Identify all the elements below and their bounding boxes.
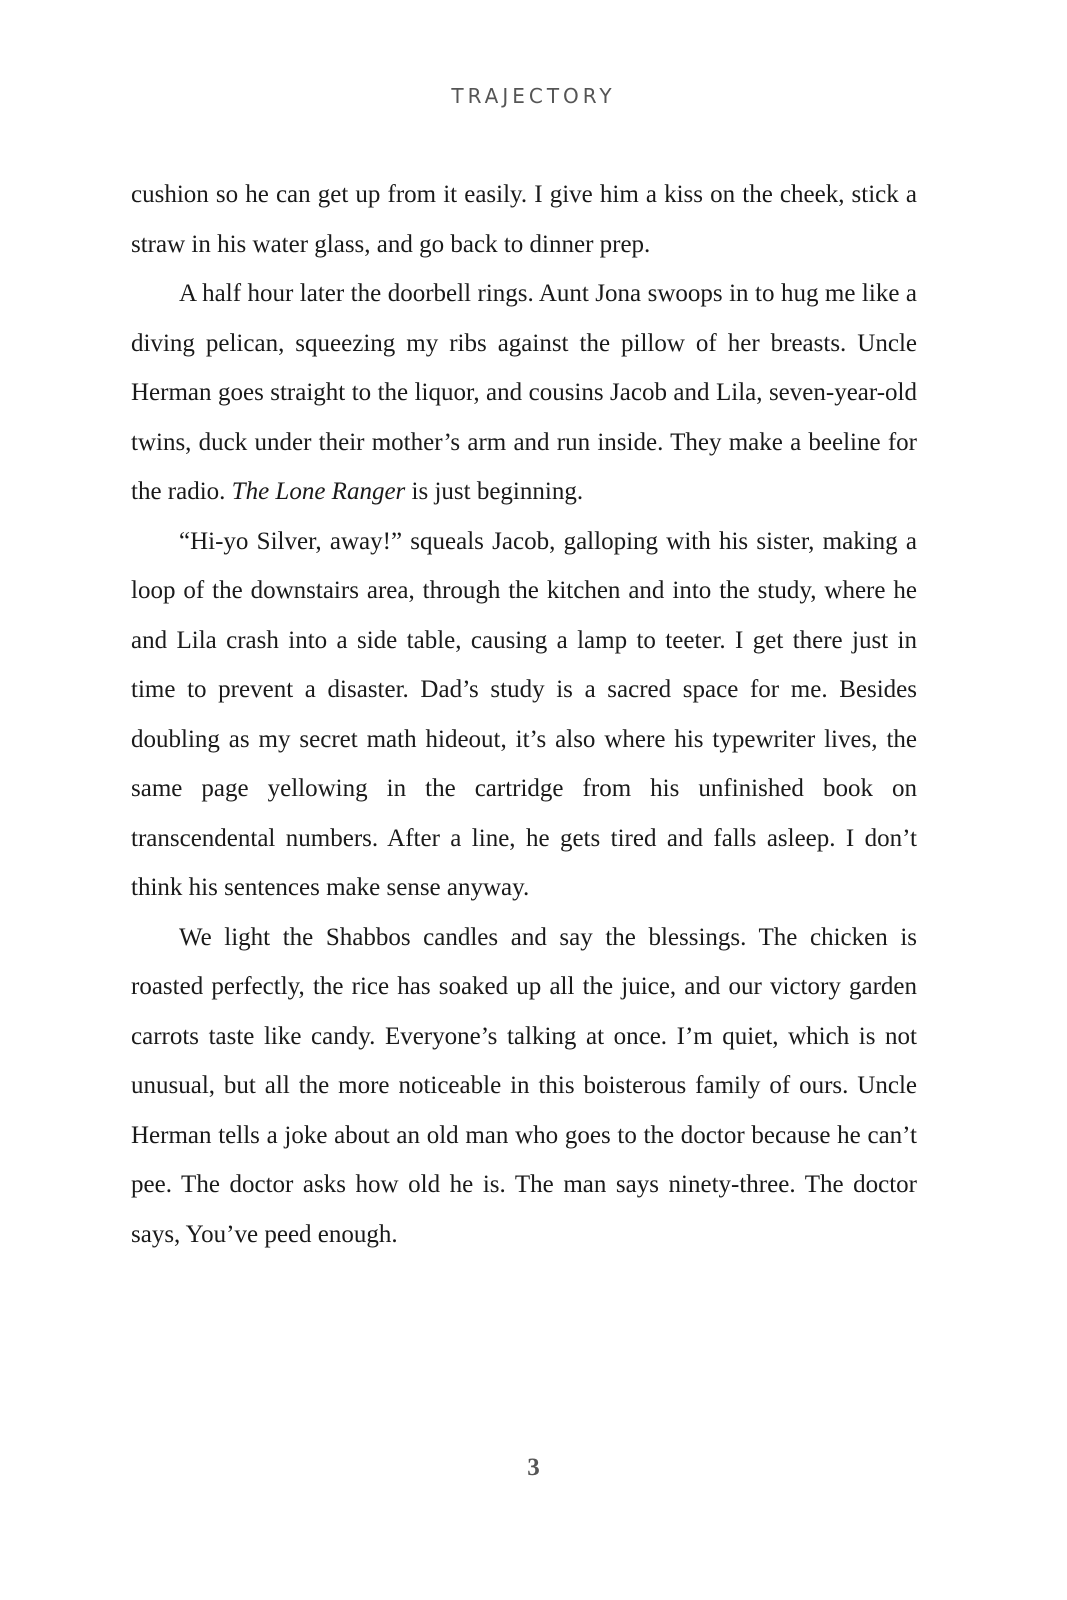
paragraph-2-text: A half hour later the doorbell rings. Aunt Jona swoops in to hug me like a diving pelican, squeezing my ribs against the pillow of her breasts. Uncle Herman goes straight to the liquor, and cousins Jacob and Lila, seven-year-old twins, duck under their mother’s arm and run inside. They make a beeline for the radio. — [131, 280, 917, 505]
paragraph-3: “Hi-yo Silver, away!” squeals Jacob, galloping with his sister, making a loop of the downstairs area, through the kitchen and into the study, where he and Lila crash into a side table, causing a lamp to teeter. I get there just in time to prevent a disaster. Dad’s study is a sacred space for me. Besides doubling as my secret math hideout, it’s also where his typewriter lives, the same page yellowing in the cartridge from his unfinished book on transcendental numbers. After a line, he gets tired and falls asleep. I don’t think his sentences make sense anyway. — [131, 527, 917, 901]
paragraph-4: We light the Shabbos candles and say the blessings. The chicken is roasted perfectly, the rice has soaked up all the juice, and our victory garden carrots taste like candy. Everyone’s talking at once. I’m quiet, which is not unusual, but all the more noticeable in this boisterous family of ours. Uncle Herman tells a joke about an old man who goes to the doctor because he can’t pee. The doctor asks how old he is. The man says ninety-three. The doctor says, You’ve peed enough. — [131, 923, 917, 1248]
paragraph-1: cushion so he can get up from it easily. I give him a kiss on the cheek, stick a straw in his water glass, and go back to dinner prep. — [131, 181, 917, 258]
running-head: TRAJECTORY — [451, 84, 616, 108]
paragraph-2 — [131, 269, 917, 517]
radio-show-title: The Lone Ranger — [231, 478, 406, 505]
page-number: 3 — [527, 1454, 540, 1481]
paragraph-2-end: is just beginning. — [405, 478, 584, 505]
body-text — [131, 170, 917, 1259]
